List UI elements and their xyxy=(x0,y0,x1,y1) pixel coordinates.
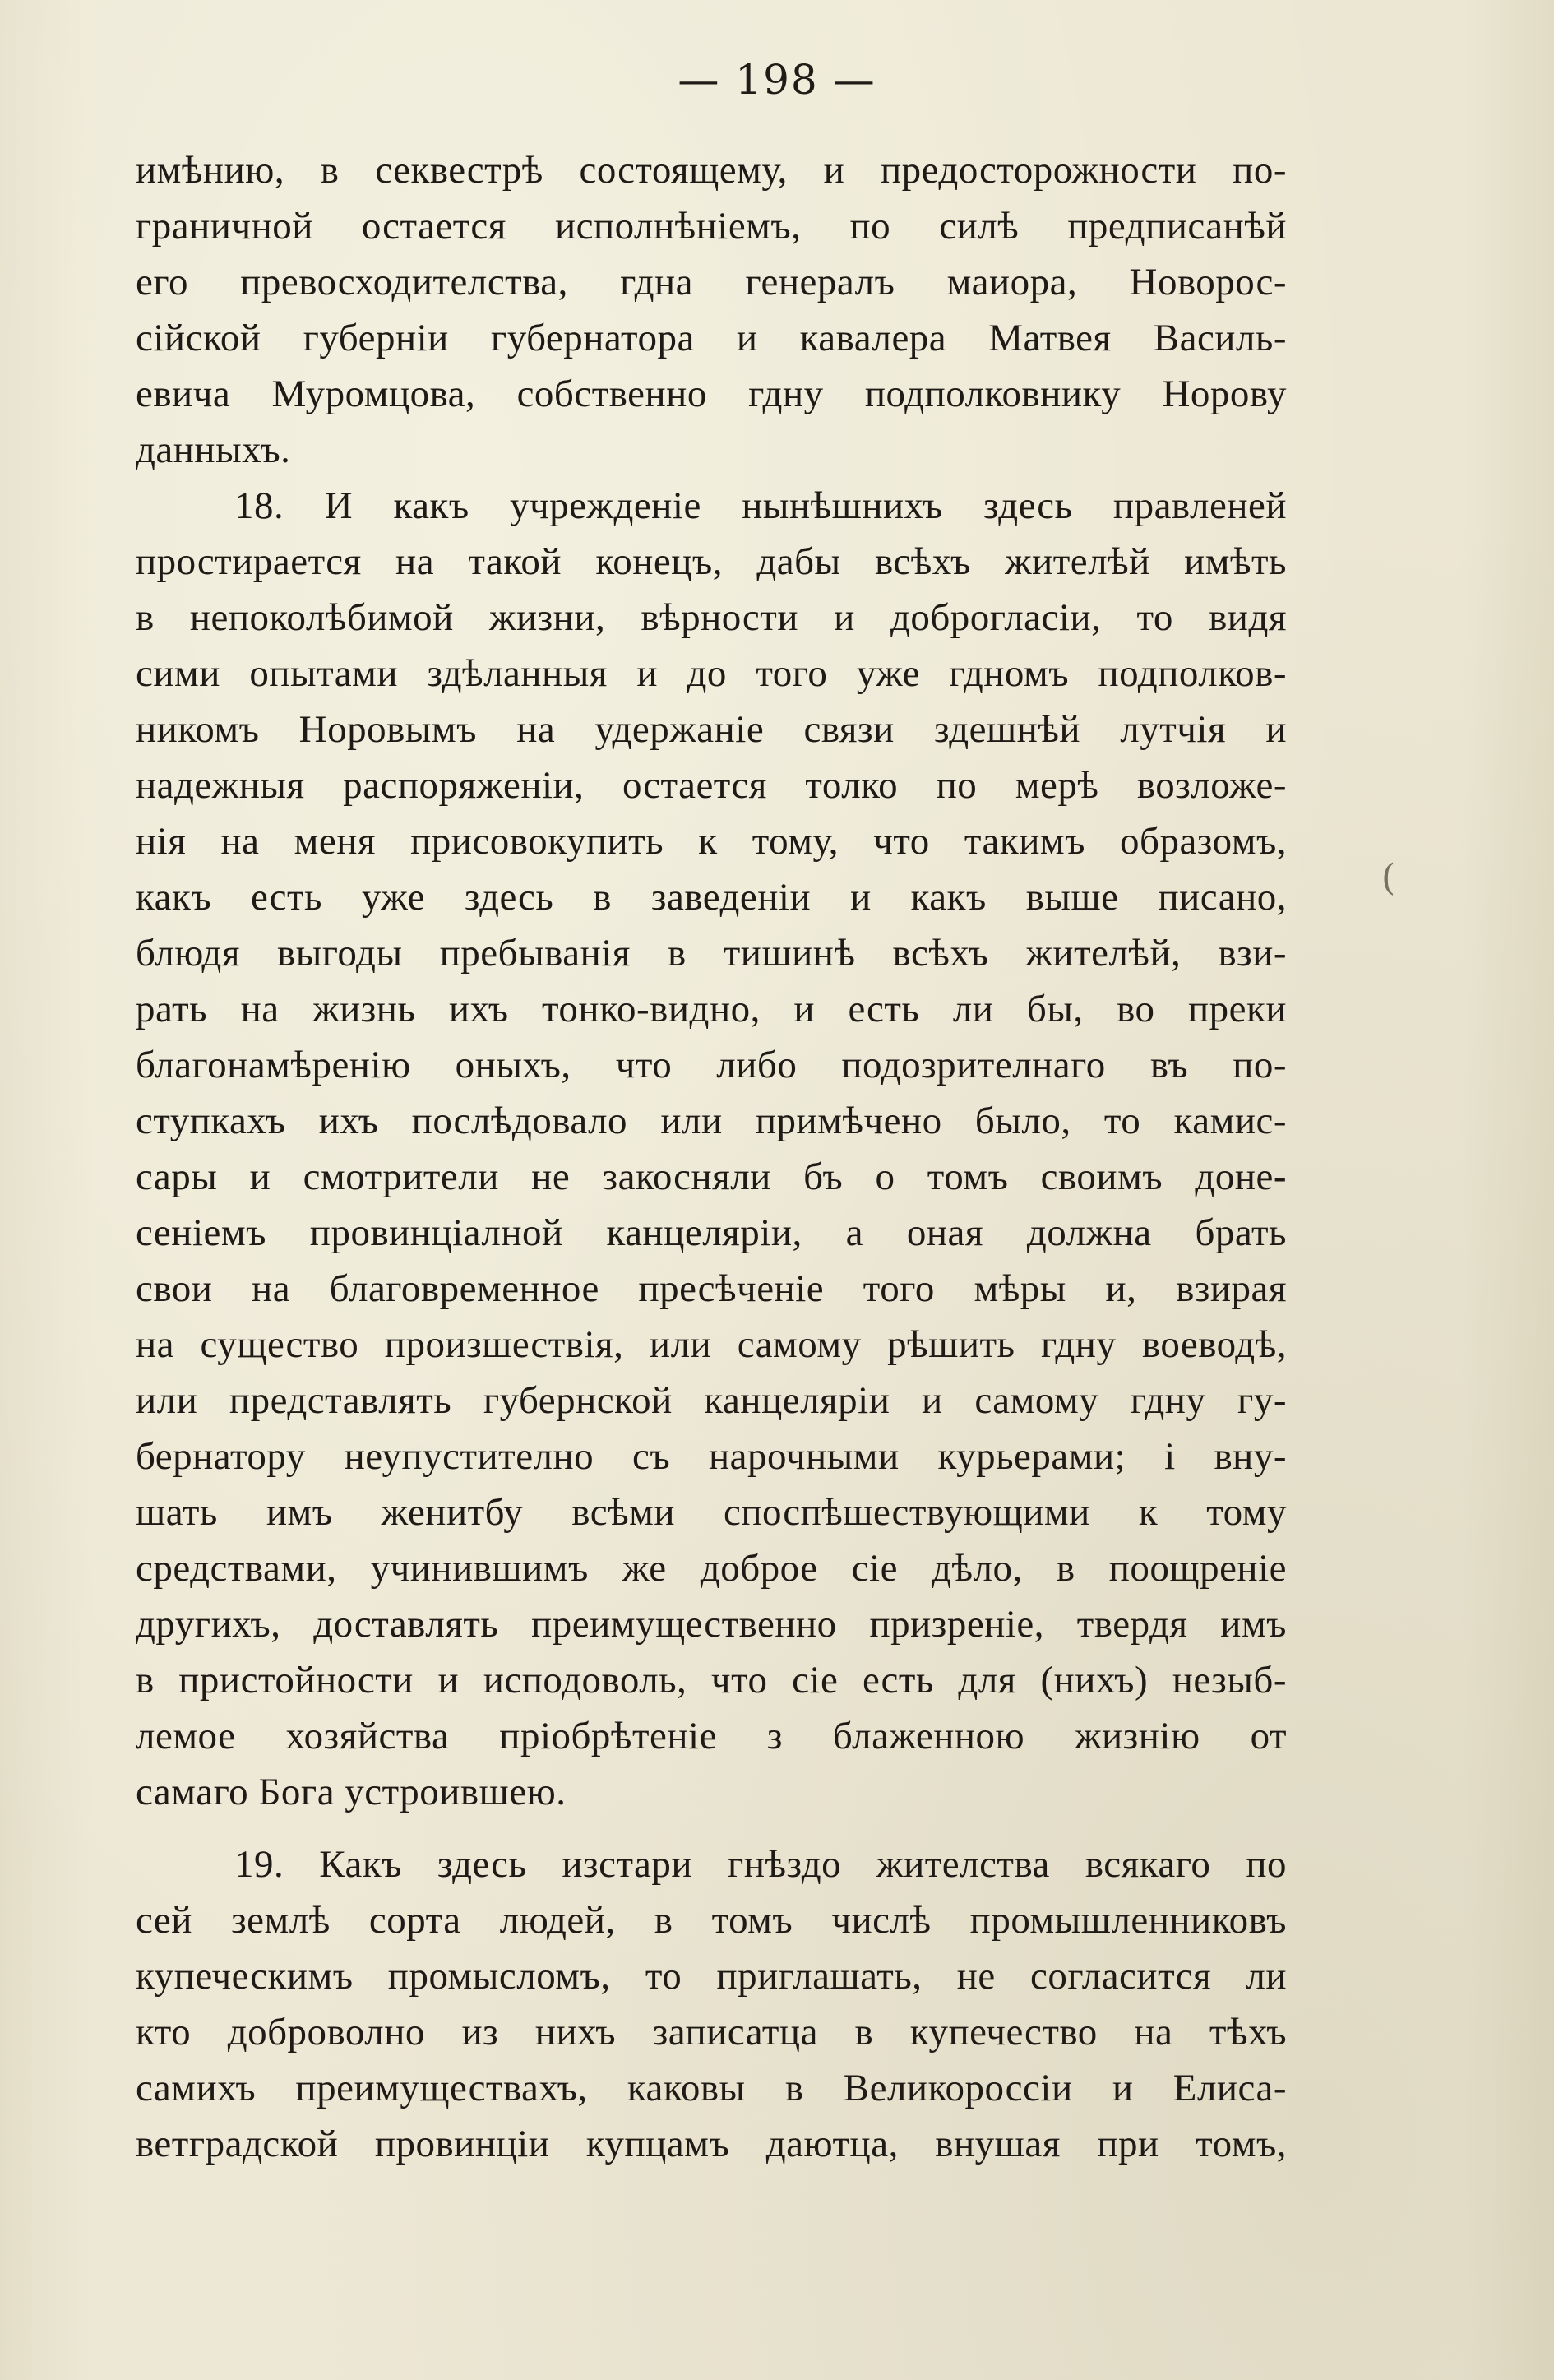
text-line: нія на меня присовокупить к тому, что такимъ образомъ, xyxy=(136,820,1287,863)
text-line: сими опытами здѣланныя и до того уже гдномъ подполков- xyxy=(136,652,1287,695)
text-line: ветградской провинціи купцамъ даютца, внушая при томъ, xyxy=(136,2123,1287,2165)
text-line: сей землѣ сорта людей, в томъ числѣ промышленниковъ xyxy=(136,1899,1287,1942)
text-line: средствами, учинившимъ же доброе сіе дѣло, в поощреніе xyxy=(136,1547,1287,1590)
text-line: сеніемъ провинціалной канцеляріи, а оная должна брать xyxy=(136,1211,1287,1254)
text-line: в непоколѣбимой жизни, вѣрности и доброгласіи, то видя xyxy=(136,596,1287,639)
text-line: лемое хозяйства пріобрѣтеніе з блаженною жизнію от xyxy=(136,1715,1287,1757)
text-line: блюдя выгоды пребыванія в тишинѣ всѣхъ жителѣй, взи- xyxy=(136,932,1287,975)
margin-mark: ( xyxy=(1381,857,1396,899)
text-line: его превосходителства, гдна генералъ маиора, Новорос- xyxy=(136,261,1287,303)
text-line: самихъ преимуществахъ, каковы в Великороссіи и Елиса- xyxy=(136,2067,1287,2109)
text-line: шать имъ женитбу всѣми споспѣшествующими к тому xyxy=(136,1491,1287,1534)
text-line: свои на благовременное пресѣченіе того мѣры и, взирая xyxy=(136,1267,1287,1310)
text-line: евича Муромцова, собственно гдну подполковнику Норову xyxy=(136,373,1287,415)
page-number: — 198 — xyxy=(678,56,876,104)
text-line: какъ есть уже здесь в заведеніи и какъ выше писано, xyxy=(136,876,1287,919)
text-line: надежныя распоряженіи, остается толко по мерѣ возложе- xyxy=(136,764,1287,807)
text-line: бернатору неупустително съ нарочными курьерами; і вну- xyxy=(136,1435,1287,1478)
text-line: сары и смотрители не закосняли бъ о томъ своимъ доне- xyxy=(136,1155,1287,1198)
text-line: никомъ Норовымъ на удержаніе связи здешнѣй лутчія и xyxy=(136,708,1287,751)
text-line: рать на жизнь ихъ тонко-видно, и есть ли бы, во преки xyxy=(136,988,1287,1030)
text-line: на существо произшествія, или самому рѣшить гдну воеводѣ, xyxy=(136,1323,1287,1366)
text-line: или представлять губернской канцеляріи и самому гдну гу- xyxy=(136,1379,1287,1422)
text-line: благонамѣренію оныхъ, что либо подозрителнаго въ по- xyxy=(136,1044,1287,1086)
text-line: граничной остается исполнѣніемъ, по силѣ предписанѣй xyxy=(136,205,1287,248)
paragraph-19-start: 19. Какъ здесь изстари гнѣздо жителства всякаго по xyxy=(234,1843,1287,1886)
text-line: ступкахъ ихъ послѣдовало или примѣчено было, то камиc- xyxy=(136,1100,1287,1142)
paragraph-18-start: 18. И какъ учрежденіе нынѣшнихъ здесь правленей xyxy=(234,484,1287,527)
text-line: сійской губерніи губернатора и кавалера Матвея Василь- xyxy=(136,317,1287,359)
text-line: данныхъ. xyxy=(136,428,291,471)
text-line: простирается на такой конецъ, дабы всѣхъ жителѣй имѣть xyxy=(136,540,1287,583)
text-line: имѣнию, в секвестрѣ состоящему, и предосторожности по- xyxy=(136,149,1287,192)
text-line: в пристойности и исподоволь, что сіе есть для (нихъ) незыб- xyxy=(136,1659,1287,1702)
text-line: другихъ, доставлять преимущественно призреніе, твердя имъ xyxy=(136,1603,1287,1646)
text-line: кто доброволно из нихъ записатца в купечество на тѣхъ xyxy=(136,2011,1287,2054)
text-line: самаго Бога устроившею. xyxy=(136,1771,567,1813)
text-line: купеческимъ промысломъ, то приглашать, не согласится ли xyxy=(136,1955,1287,1998)
